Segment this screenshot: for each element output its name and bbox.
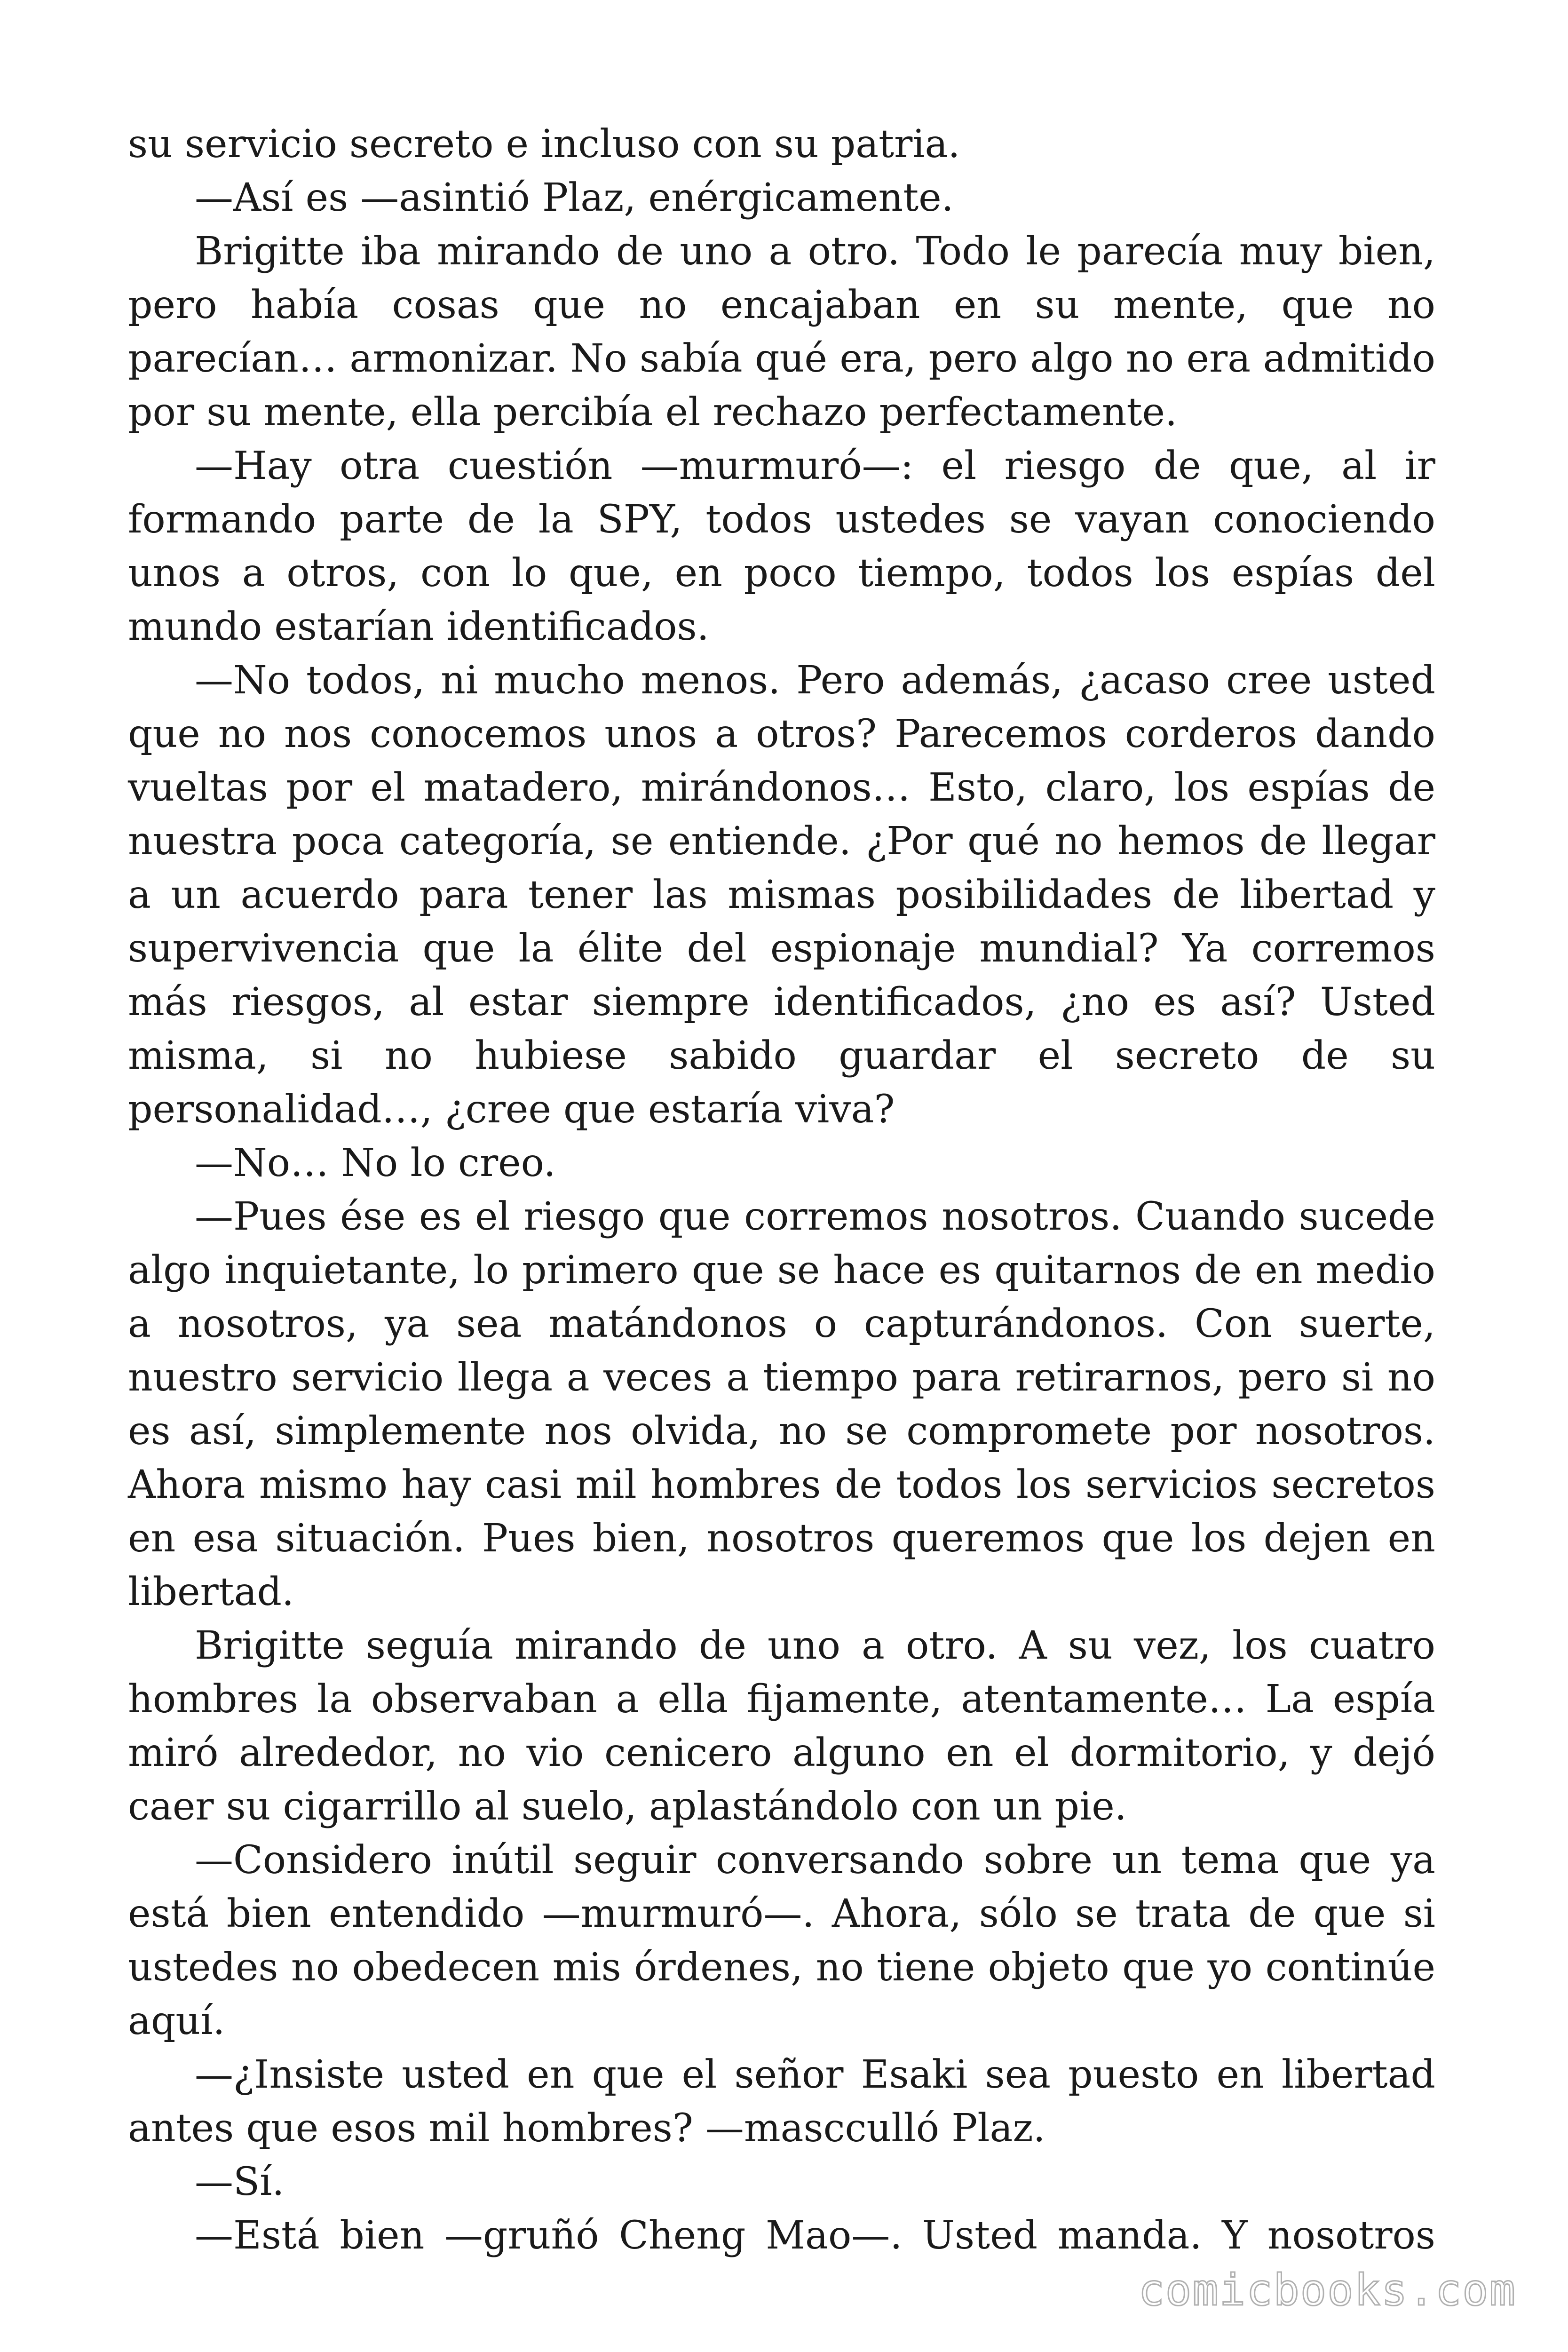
- paragraph: —Así es —asintió Plaz, enérgicamente.: [195, 175, 954, 220]
- watermark: comicbooks.com: [1138, 2265, 1516, 2315]
- paragraph: Brigitte seguía mirando de uno a otro. A su vez, los cuatro hombres la observaban a ella fijamente, atentamente… La espía miró alrededor, no vio cenicero alguno en el dormitorio, y dejó caer su cigarrillo al suelo, aplastándolo con un pie.: [128, 1623, 1435, 1829]
- page-body: [128, 118, 1435, 2263]
- paragraph: —¿Insiste usted en que el señor Esaki sea puesto en libertad antes que esos mil hombres? —mascculló Plaz.: [128, 2052, 1435, 2151]
- paragraph: —Hay otra cuestión —murmuró—: el riesgo de que, al ir formando parte de la SPY, todos ustedes se vayan conociendo unos a otros, con lo que, en poco tiempo, todos los espías del mundo estarían identificados.: [128, 444, 1435, 649]
- paragraph: Brigitte iba mirando de uno a otro. Todo le parecía muy bien, pero había cosas que no encajaban en su mente, que no parecían… armonizar. No sabía qué era, pero algo no era admitido por su mente, ella percibía el rechazo perfectamente.: [128, 229, 1435, 435]
- paragraph: —Considero inútil seguir conversando sobre un tema que ya está bien entendido —murmuró—. Ahora, sólo se trata de que si ustedes no obedecen mis órdenes, no tiene objeto que yo continúe aquí.: [128, 1838, 1435, 2043]
- paragraph: —Pues ése es el riesgo que corremos nosotros. Cuando sucede algo inquietante, lo primero que se hace es quitarnos de en medio a nosotros, ya sea matándonos o capturándonos. Con suerte, nuestro servicio llega a veces a tiempo para retirarnos, pero si no es así, simplemente nos olvida, no se compromete por nosotros. Ahora mismo hay casi mil hombres de todos los servicios secretos en esa situación. Pues bien, nosotros queremos que los dejen en libertad.: [128, 1194, 1435, 1614]
- paragraph: —No todos, ni mucho menos. Pero además, ¿acaso cree usted que no nos conocemos unos a otros? Parecemos corderos dando vueltas por el matadero, mirándonos… Esto, claro, los espías de nuestra poca categoría, se entiende. ¿Por qué no hemos de llegar a un acuerdo para tener las mismas posibilidades de libertad y supervivencia que la élite del espionaje mundial? Ya corremos más riesgos, al estar siempre identificados, ¿no es así? Usted misma, si no hubiese sabido guardar el secreto de su personalidad…, ¿cree que estaría viva?: [128, 658, 1435, 1132]
- paragraph: su servicio secreto e incluso con su patria.: [128, 122, 960, 167]
- paragraph: —No… No lo creo.: [195, 1141, 556, 1185]
- paragraph-last: —Está bien —gruñó Cheng Mao—. Usted manda. Y nosotros: [195, 2213, 1435, 2258]
- paragraph: —Sí.: [195, 2160, 285, 2204]
